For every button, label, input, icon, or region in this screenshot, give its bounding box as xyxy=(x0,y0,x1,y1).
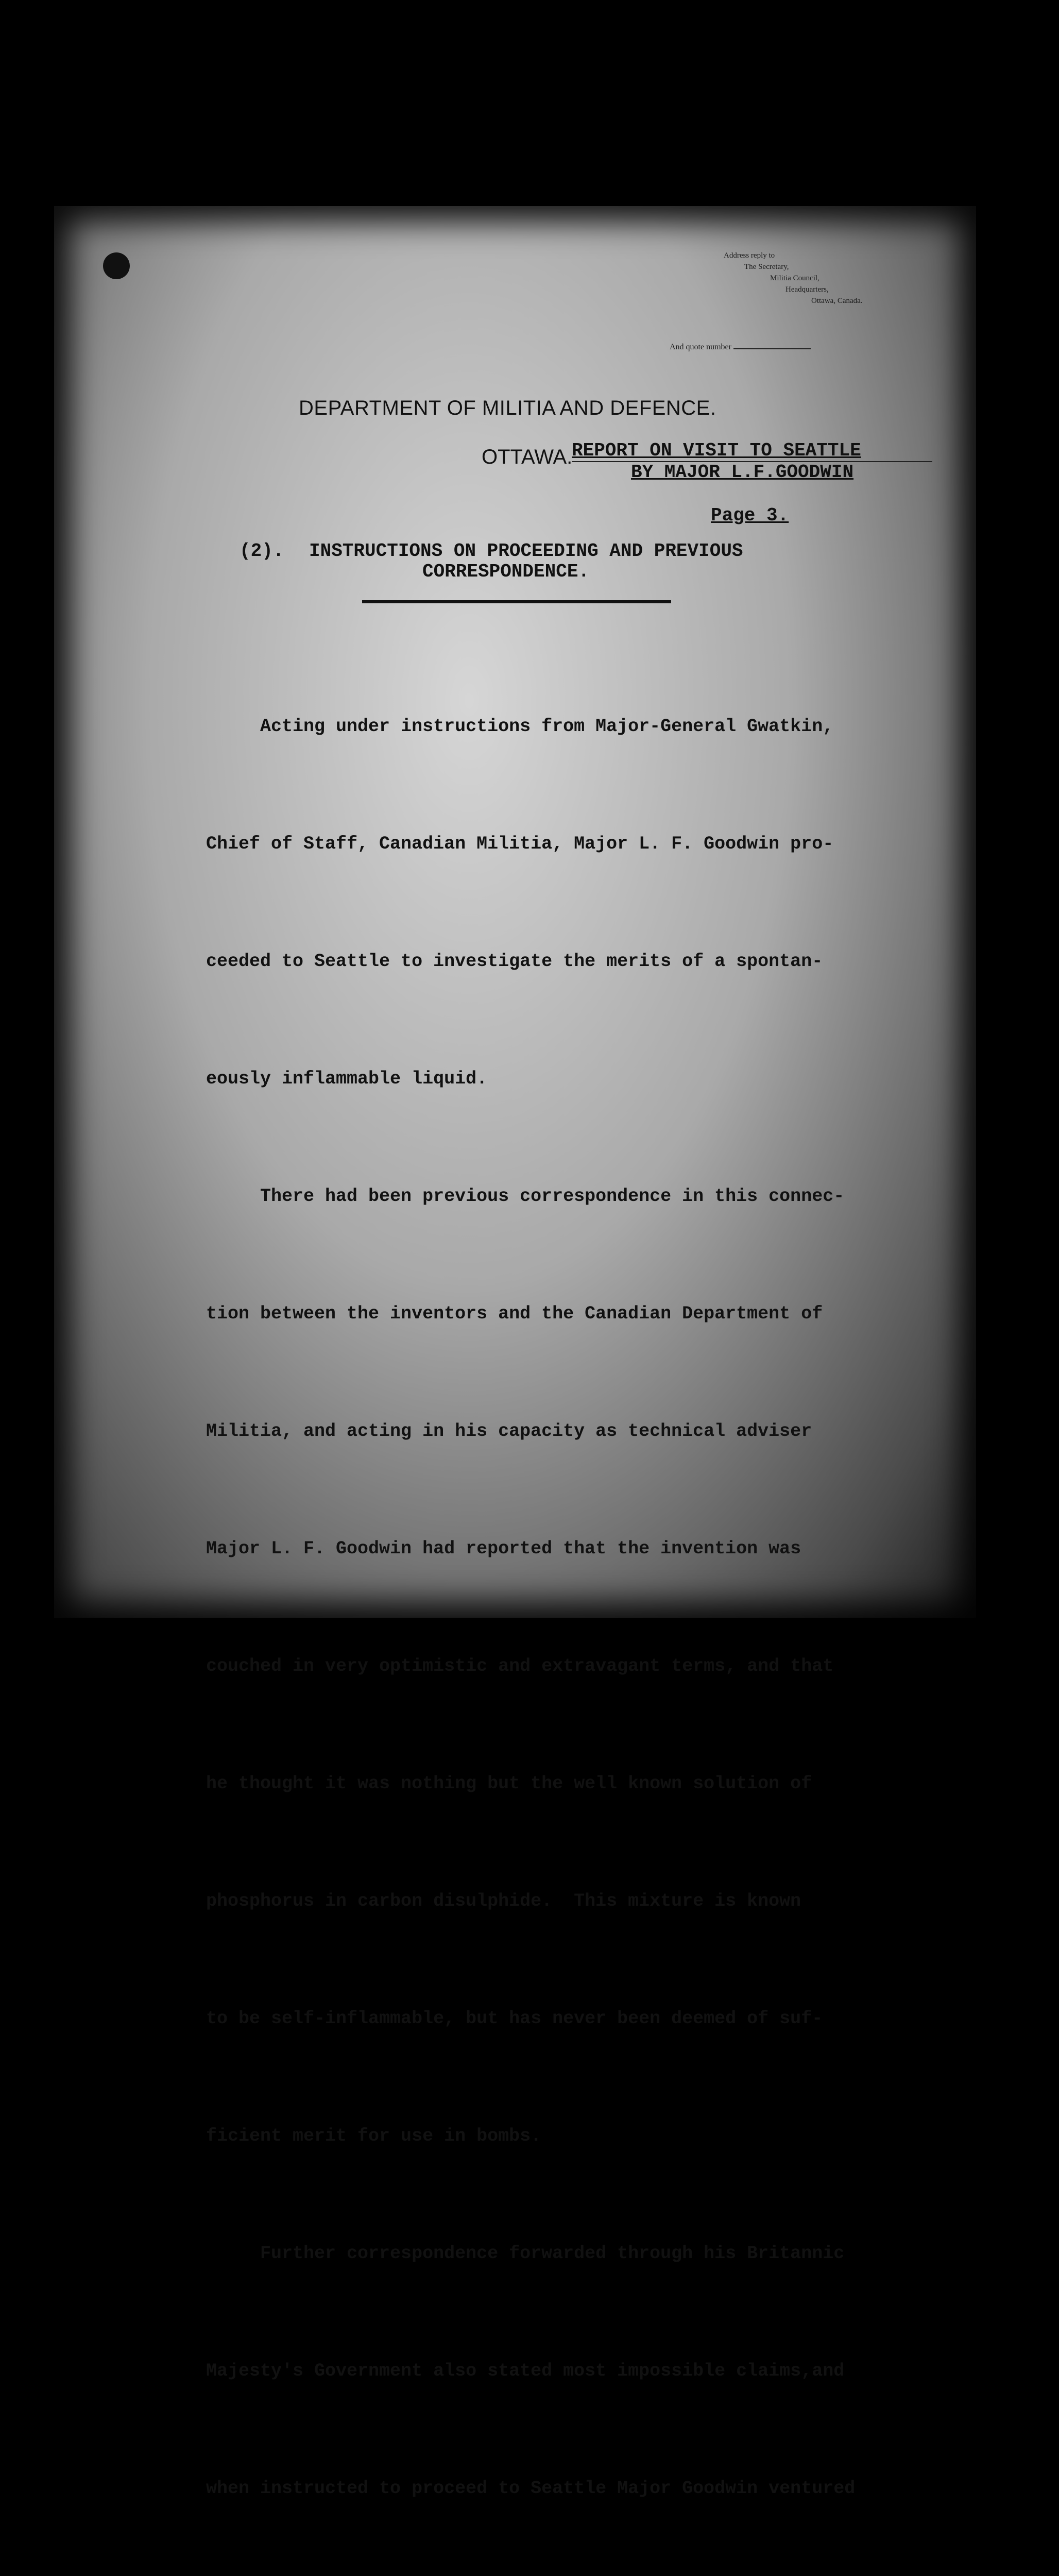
body-line: Acting under instructions from Major-General Gwatkin, xyxy=(206,716,834,737)
body-line: ceeded to Seattle to investigate the merits of a spontan- xyxy=(206,951,823,972)
body-line: eously inflammable liquid. xyxy=(206,1069,488,1089)
body-line: ficient merit for use in bombs. xyxy=(206,2126,542,2146)
quote-number xyxy=(670,343,811,352)
section-number: (2). xyxy=(240,540,284,562)
body-line: phosphorus in carbon disulphide. This mixture is known xyxy=(206,1891,801,1911)
department-heading: DEPARTMENT OF MILITIA AND DEFENCE. xyxy=(299,397,716,419)
address-block xyxy=(724,250,863,307)
body-line: couched in very optimistic and extravagant terms, and that xyxy=(206,1656,834,1676)
address-line: Militia Council, xyxy=(770,274,819,282)
document-page xyxy=(54,206,976,2499)
report-title xyxy=(572,440,932,483)
body-line: when instructed to proceed to Seattle Major Goodwin ventured xyxy=(206,2478,856,2499)
quote-number-label: And quote number xyxy=(670,343,731,351)
address-line: Headquarters, xyxy=(785,285,829,294)
section-title-line2: CORRESPONDENCE. xyxy=(422,561,590,582)
ottawa-label: OTTAWA. xyxy=(482,446,573,468)
report-title-line1: REPORT ON VISIT TO SEATTLE xyxy=(572,440,932,462)
address-line: The Secretary, xyxy=(744,263,789,271)
page-number: Page 3. xyxy=(711,505,789,526)
body-line: Further correspondence forwarded through his Britannic xyxy=(206,2243,845,2264)
body-line: Chief of Staff, Canadian Militia, Major L. F. Goodwin pro- xyxy=(206,834,834,854)
quote-number-blank xyxy=(733,348,811,349)
section-heading xyxy=(240,541,743,582)
section-divider xyxy=(362,600,671,603)
body-line: he thought it was nothing but the well known solution of xyxy=(206,1773,812,1794)
body-line: Militia, and acting in his capacity as technical adviser xyxy=(206,1421,812,1442)
body-text xyxy=(206,629,927,2576)
section-title-line1: INSTRUCTIONS ON PROCEEDING AND PREVIOUS xyxy=(309,540,743,562)
body-line: to be self-inflammable, but has never been deemed of suf- xyxy=(206,2008,823,2029)
punch-hole xyxy=(103,252,130,279)
address-line: Ottawa, Canada. xyxy=(811,297,863,305)
body-line: tion between the inventors and the Canadian Department of xyxy=(206,1303,823,1324)
body-line: There had been previous correspondence in this connec- xyxy=(206,1186,845,1207)
report-title-line2: BY MAJOR L.F.GOODWIN xyxy=(631,462,854,483)
address-line: Address reply to xyxy=(724,251,775,260)
body-line: Major L. F. Goodwin had reported that the invention was xyxy=(206,1538,801,1559)
body-line: Majesty's Government also stated most impossible claims,and xyxy=(206,2361,845,2381)
